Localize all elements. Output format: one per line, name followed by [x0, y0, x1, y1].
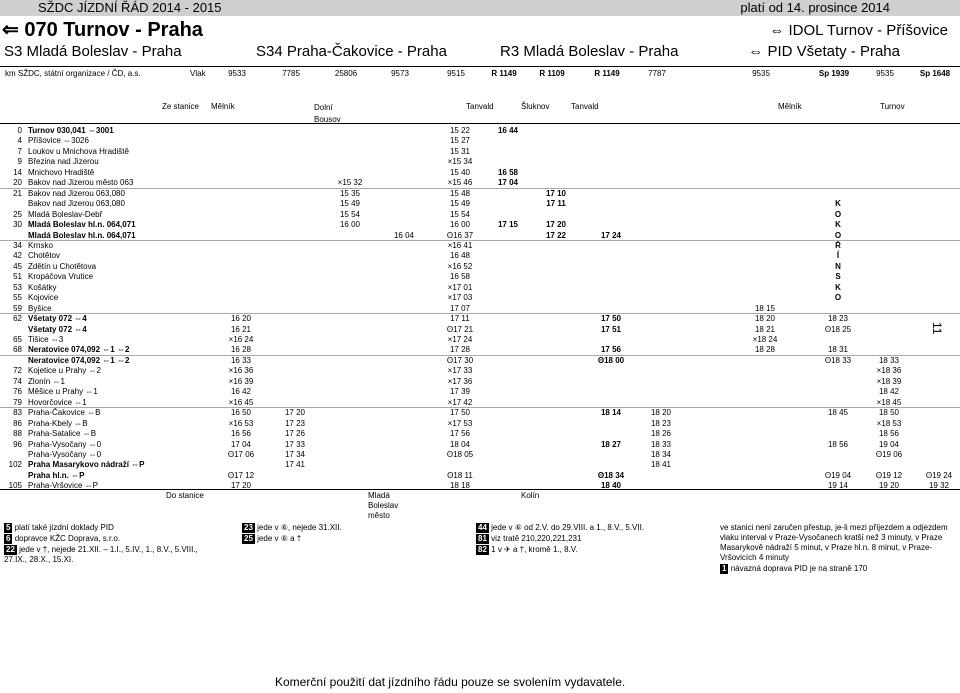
footnote [720, 523, 955, 563]
row-divider [0, 313, 960, 314]
time-cell: ×18 24 [752, 335, 778, 344]
km-value: 20 [13, 178, 22, 188]
time-cell: Í [836, 251, 840, 261]
header-right: platí od 14. prosince 2014 [740, 0, 890, 15]
time-cell: ×16 36 [228, 366, 254, 376]
time-cell: 18 41 [650, 460, 672, 470]
time-cell: Ř [835, 240, 841, 250]
km-value: 105 [8, 481, 22, 491]
time-cell: 17 28 [449, 345, 471, 355]
time-cell: ×16 24 [228, 335, 254, 344]
time-cell: 18 26 [650, 429, 672, 439]
train-number: 9573 [391, 69, 409, 78]
train-number: 25806 [334, 69, 358, 78]
time-cell: 18 20 [650, 408, 672, 418]
km-value: 96 [13, 439, 22, 449]
time-cell: 18 34 [650, 449, 672, 459]
train-number: 9533 [228, 69, 246, 78]
km-value: 79 [13, 397, 22, 407]
time-cell: 17 04 [230, 439, 252, 449]
time-cell: 17 23 [284, 418, 306, 428]
time-cell: 17 11 [546, 199, 566, 209]
km-value: 88 [13, 429, 22, 439]
footnote [476, 523, 696, 533]
station-name: Krnsko [28, 240, 53, 250]
time-cell: ×16 45 [228, 397, 254, 407]
time-cell: 17 41 [284, 460, 306, 470]
time-cell: ×18 36 [876, 366, 902, 376]
train-number: 9515 [447, 69, 465, 78]
time-cell: O [834, 293, 842, 303]
station-name: Mladá Boleslav hl.n. 064,071 [28, 220, 136, 230]
km-value: 0 [17, 126, 22, 135]
time-cell: ʘ17 06 [227, 449, 255, 459]
time-cell: 17 04 [497, 178, 519, 188]
time-cell: ʘ19 12 [875, 470, 903, 480]
footnote-mark: 1 [722, 564, 727, 573]
time-cell: 16 21 [230, 324, 252, 334]
time-cell: ×15 46 [447, 178, 473, 188]
divider [0, 66, 960, 67]
time-cell: 19 20 [878, 481, 900, 491]
time-cell: ʘ18 00 [597, 355, 625, 365]
time-cell: 16 00 [449, 220, 471, 230]
time-cell: O [834, 209, 842, 219]
station-name: Praha hl.n. ⇔P [28, 470, 85, 480]
footnote-text: 1 v ✈ a †, kromě 1., 8.V. [491, 545, 578, 554]
footnote [476, 534, 696, 544]
km-value: 86 [13, 418, 22, 428]
time-cell: 15 22 [449, 126, 471, 135]
arrow-left-icon: ⇐ [2, 19, 25, 41]
time-cell: 18 04 [449, 439, 471, 449]
time-cell: 17 07 [449, 303, 471, 313]
transfer-icon: ⇔ [748, 43, 768, 60]
time-cell: ×18 45 [876, 397, 902, 407]
km-value: 55 [13, 293, 22, 303]
time-cell: 17 50 [449, 408, 471, 418]
time-cell: 17 56 [449, 429, 471, 439]
train-number: 7787 [648, 69, 666, 78]
km-value: 102 [8, 460, 22, 470]
time-cell: ×17 24 [447, 335, 473, 344]
lines-mid1: S34 Praha-Čakovice - Praha [256, 43, 447, 60]
lines-left: S3 Mladá Boleslav - Praha [4, 43, 182, 60]
time-cell: ʘ19 04 [824, 470, 852, 480]
footnote-mark: 6 [6, 534, 11, 543]
time-cell: ʘ17 12 [227, 470, 255, 480]
footnote-mark: 23 [244, 523, 253, 532]
station-name: Košátky [28, 282, 57, 292]
km-value: 9 [17, 157, 22, 167]
time-cell: 16 56 [230, 429, 252, 439]
time-cell: O [834, 230, 842, 240]
time-cell: ʘ18 25 [824, 324, 852, 334]
km-value: 30 [13, 220, 22, 230]
time-cell: 18 21 [754, 324, 776, 334]
train-number: 7785 [282, 69, 300, 78]
page-side-number: 11 [930, 322, 944, 335]
footnote-text: jede v ⑥, nejede 31.XII. [257, 523, 342, 532]
pid-right: ⇔ PID Všetaty - Praha [748, 43, 900, 60]
station-name: Bakov nad Jizerou město 063 [28, 178, 134, 188]
footnote-text: platí také jízdní doklady PID [14, 523, 114, 532]
lines-mid2: R3 Mladá Boleslav - Praha [500, 43, 679, 60]
km-value: 42 [13, 251, 22, 261]
time-cell: 15 49 [339, 199, 361, 209]
station-name: Bakov nad Jizerou 063,080 [28, 199, 125, 209]
time-cell: K [835, 220, 841, 230]
time-cell: ×17 33 [447, 366, 473, 376]
to-label: Do stanice [166, 491, 204, 500]
time-cell: ×17 36 [447, 376, 473, 386]
operator: km SŽDC, státní organizace / ČD, a.s. [5, 69, 141, 78]
time-cell: 15 40 [449, 167, 471, 177]
station-name: Turnov 030,041 ⇔3001 [28, 126, 114, 135]
transfer-icon: ⇔ [769, 22, 789, 39]
time-cell: ʘ18 34 [597, 470, 625, 480]
time-cell: 15 27 [449, 136, 471, 146]
time-cell: 16 50 [230, 408, 252, 418]
to-kolin: Kolín [521, 491, 540, 500]
station-name: Kojovice [28, 293, 59, 303]
time-cell: 16 44 [497, 126, 519, 135]
station-name: Kojetice u Prahy ⇔2 [28, 366, 101, 376]
time-cell: 17 20 [230, 481, 252, 491]
footnote [4, 545, 204, 565]
time-cell: 18 18 [449, 481, 471, 491]
from-station: Mělník [778, 102, 802, 111]
divider [0, 489, 960, 490]
time-cell: 19 04 [878, 439, 900, 449]
time-cell: ʘ19 06 [875, 449, 903, 459]
time-cell: 15 54 [449, 209, 471, 219]
time-cell: 17 56 [600, 345, 622, 355]
footnote-mark: 44 [478, 523, 487, 532]
time-cell: 17 33 [284, 439, 306, 449]
time-cell: 18 50 [878, 408, 900, 418]
time-cell: ×18 53 [876, 418, 902, 428]
train-label: Vlak [190, 69, 206, 78]
time-cell: 19 32 [928, 481, 950, 491]
time-cell: 17 24 [600, 230, 622, 240]
time-cell: ×15 32 [337, 178, 363, 188]
footnote [476, 545, 696, 555]
time-cell: 16 33 [230, 355, 252, 365]
time-cell: 15 35 [339, 188, 361, 198]
footnote-text: viz tratě 210,220,221,231 [491, 534, 582, 543]
footnote [4, 523, 204, 533]
station-name: Praha-Vršovice ⇔P [28, 481, 98, 491]
time-cell: K [835, 282, 841, 292]
time-cell: 16 28 [230, 345, 252, 355]
time-cell: S [835, 272, 841, 282]
station-name: Praha-Satalice ⇔B [28, 429, 97, 439]
from-station: Turnov [880, 102, 905, 111]
time-cell: 15 49 [449, 199, 471, 209]
train-number: R 1149 [594, 69, 620, 78]
time-cell: 18 31 [827, 345, 849, 355]
footnote-mark: 5 [6, 523, 11, 532]
time-cell: 17 26 [284, 429, 306, 439]
footnote [242, 523, 442, 533]
footnote-mark: 82 [478, 545, 487, 554]
from-station: Mělník [211, 102, 235, 111]
time-cell: ×17 42 [447, 397, 473, 407]
time-cell: 18 56 [878, 429, 900, 439]
time-cell: 17 10 [545, 188, 567, 198]
time-cell: ʘ17 30 [446, 355, 474, 365]
km-value: 21 [13, 188, 22, 198]
divider [0, 123, 960, 124]
station-name: Všetaty 072 ⇔4 [28, 314, 87, 324]
footnote-text: dopravce KŽC Doprava, s.r.o. [14, 534, 121, 543]
footnote-mark: 81 [478, 534, 487, 543]
km-value: 7 [17, 146, 22, 156]
footnote-text: návazná doprava PID je na straně 170 [730, 564, 868, 573]
station-name: Mnichovo Hradiště [28, 167, 95, 177]
station-name: Všetaty 072 ⇔4 [28, 324, 87, 334]
time-cell: ×16 52 [447, 261, 473, 271]
station-name: Praha Masarykovo nádraží ⇔P [28, 460, 145, 470]
row-divider [0, 188, 960, 189]
station-name: Příšovice ⇔3026 [28, 136, 89, 146]
time-cell: ʘ18 33 [824, 355, 852, 365]
station-name: Chotětov [28, 251, 61, 261]
time-cell: 15 31 [449, 146, 471, 156]
station-name: Zlonín ⇔1 [28, 376, 65, 386]
time-cell: ʘ18 05 [446, 449, 474, 459]
time-cell: 15 48 [449, 188, 471, 198]
time-cell: 18 20 [754, 314, 776, 324]
time-cell: 16 48 [449, 251, 471, 261]
time-cell: 15 54 [339, 209, 361, 219]
time-cell: 17 15 [497, 220, 519, 230]
km-value: 4 [17, 136, 22, 146]
time-cell: 17 11 [450, 314, 470, 324]
time-cell: 17 51 [600, 324, 622, 334]
time-cell: 18 40 [600, 481, 622, 491]
train-number: Sp 1939 [818, 69, 850, 78]
time-cell: ×16 41 [447, 240, 473, 250]
station-name: Tišice ⇔3 [28, 335, 64, 344]
bottom-note: Komerční použití dat jízdního řádu pouze se svolením vydavatele. [275, 675, 626, 689]
train-number: 9535 [876, 69, 894, 78]
km-value: 51 [13, 272, 22, 282]
station-name: Hovorčovice ⇔1 [28, 397, 87, 407]
km-value: 45 [13, 261, 22, 271]
station-name: Mladá Boleslav-Debř [28, 209, 103, 219]
station-name: Praha-Kbely ⇔B [28, 418, 88, 428]
from-station: Šluknov [521, 102, 550, 111]
station-name: Neratovice 074,092 ⇔1 ⇔2 [28, 355, 130, 365]
footnote-mark: 22 [6, 545, 15, 554]
train-number: 9535 [752, 69, 770, 78]
footnote [4, 534, 204, 544]
station-name: Zdětín u Chotětova [28, 261, 97, 271]
train-number: Sp 1648 [919, 69, 951, 78]
time-cell: 18 42 [878, 387, 900, 397]
from-station: Tanvald [466, 102, 494, 111]
station-name: Mladá Boleslav hl.n. 064,071 [28, 230, 136, 240]
time-cell: ×17 03 [447, 293, 473, 303]
train-number: R 1149 [491, 69, 517, 78]
km-value: 62 [13, 314, 22, 324]
station-name: Loukov u Mnichova Hradiště [28, 146, 129, 156]
time-cell: 16 00 [339, 220, 361, 230]
time-cell: 16 58 [449, 272, 471, 282]
train-number: R 1109 [539, 69, 565, 78]
time-cell: 18 14 [600, 408, 622, 418]
from-station: Dolní Bousov [314, 103, 341, 124]
footnote-text: jede v ⑥ od 2.V. do 29.VIII. a 1., 8.V., 5.VII. [491, 523, 645, 532]
footnote-text: jede v ⑥ a † [257, 534, 302, 543]
km-value: 25 [13, 209, 22, 219]
km-value: 76 [13, 387, 22, 397]
ids-right: ⇔ IDOL Turnov - Příšovice [769, 22, 948, 39]
time-cell: ×17 01 [447, 282, 473, 292]
row-divider [0, 407, 960, 408]
time-cell: K [835, 199, 841, 209]
time-cell: 17 50 [600, 314, 622, 324]
time-cell: 18 56 [827, 439, 849, 449]
station-name: Měšice u Prahy ⇔1 [28, 387, 98, 397]
km-value: 14 [13, 167, 22, 177]
time-cell: ʘ18 11 [447, 470, 473, 480]
time-cell: ʘ16 37 [446, 230, 474, 240]
time-cell: 19 14 [827, 481, 849, 491]
station-name: Praha-Vysočany ⇔0 [28, 439, 102, 449]
footnote-mark: 25 [244, 534, 253, 543]
row-divider [0, 355, 960, 356]
time-cell: 16 58 [497, 167, 519, 177]
time-cell: ʘ19 24 [925, 470, 953, 480]
station-name: Březina nad Jizerou [28, 157, 99, 167]
time-cell: 18 33 [650, 439, 672, 449]
time-cell: 18 45 [827, 408, 849, 418]
time-cell: 18 15 [754, 303, 776, 313]
footnote [242, 534, 442, 544]
time-cell: ×16 39 [228, 376, 254, 386]
time-cell: N [835, 261, 841, 271]
line-title: ⇐ 070 Turnov - Praha [2, 19, 203, 41]
km-value: 72 [13, 366, 22, 376]
time-cell: 18 28 [754, 345, 776, 355]
station-name: Neratovice 074,092 ⇔1 ⇔2 [28, 345, 130, 355]
time-cell: 16 20 [230, 314, 252, 324]
time-cell: 17 22 [545, 230, 567, 240]
km-value: 68 [13, 345, 22, 355]
header-left: SŽDC JÍZDNÍ ŘÁD 2014 - 2015 [38, 0, 222, 15]
time-cell: ×16 53 [228, 418, 254, 428]
time-cell: 17 20 [545, 220, 567, 230]
km-value: 59 [13, 303, 22, 313]
time-cell: ×17 53 [447, 418, 473, 428]
time-cell: 18 33 [878, 355, 900, 365]
km-value: 53 [13, 282, 22, 292]
km-value: 74 [13, 376, 22, 386]
to-mlada-boleslav: Mladá Boleslav město [368, 491, 399, 520]
station-name: Byšice [28, 303, 52, 313]
footnote [720, 564, 955, 574]
from-station: Tanvald [571, 102, 599, 111]
footnote-text: ve stanici není zaručen přestup, je-li mezi příjezdem a odjezdem vlaku interval v Praze-Vysočanech kratší než 3 minuty, v Praze Masarykově nádraží 5 minut, v Praze hl.n. 8 minut, v Praze-Vršovicích 4 minuty [720, 523, 948, 562]
time-cell: 17 34 [284, 449, 306, 459]
km-value: 83 [13, 408, 22, 418]
from-label: Ze stanice [162, 102, 199, 111]
km-value: 65 [13, 335, 22, 344]
time-cell: ×15 34 [447, 157, 473, 167]
station-name: Praha-Čakovice ⇔B [28, 408, 101, 418]
time-cell: ×18 39 [876, 376, 902, 386]
time-cell: ʘ17 21 [446, 324, 474, 334]
station-name: Praha-Vysočany ⇔0 [28, 449, 102, 459]
time-cell: 18 23 [827, 314, 849, 324]
time-cell: 16 04 [393, 230, 415, 240]
row-divider [0, 240, 960, 241]
time-cell: 16 42 [230, 387, 252, 397]
footnote-text: jede v †, nejede 21.XII. – 1.I., 5.IV., 1., 8.V., 5.VIII., 27.IX., 28.X., 15.XI. [4, 545, 198, 564]
station-name: Bakov nad Jizerou 063,080 [28, 188, 125, 198]
km-value: 34 [13, 240, 22, 250]
time-cell: 18 23 [650, 418, 672, 428]
time-cell: 17 20 [284, 408, 306, 418]
time-cell: 18 27 [600, 439, 622, 449]
time-cell: 17 39 [449, 387, 471, 397]
station-name: Kropáčova Vrutice [28, 272, 94, 282]
